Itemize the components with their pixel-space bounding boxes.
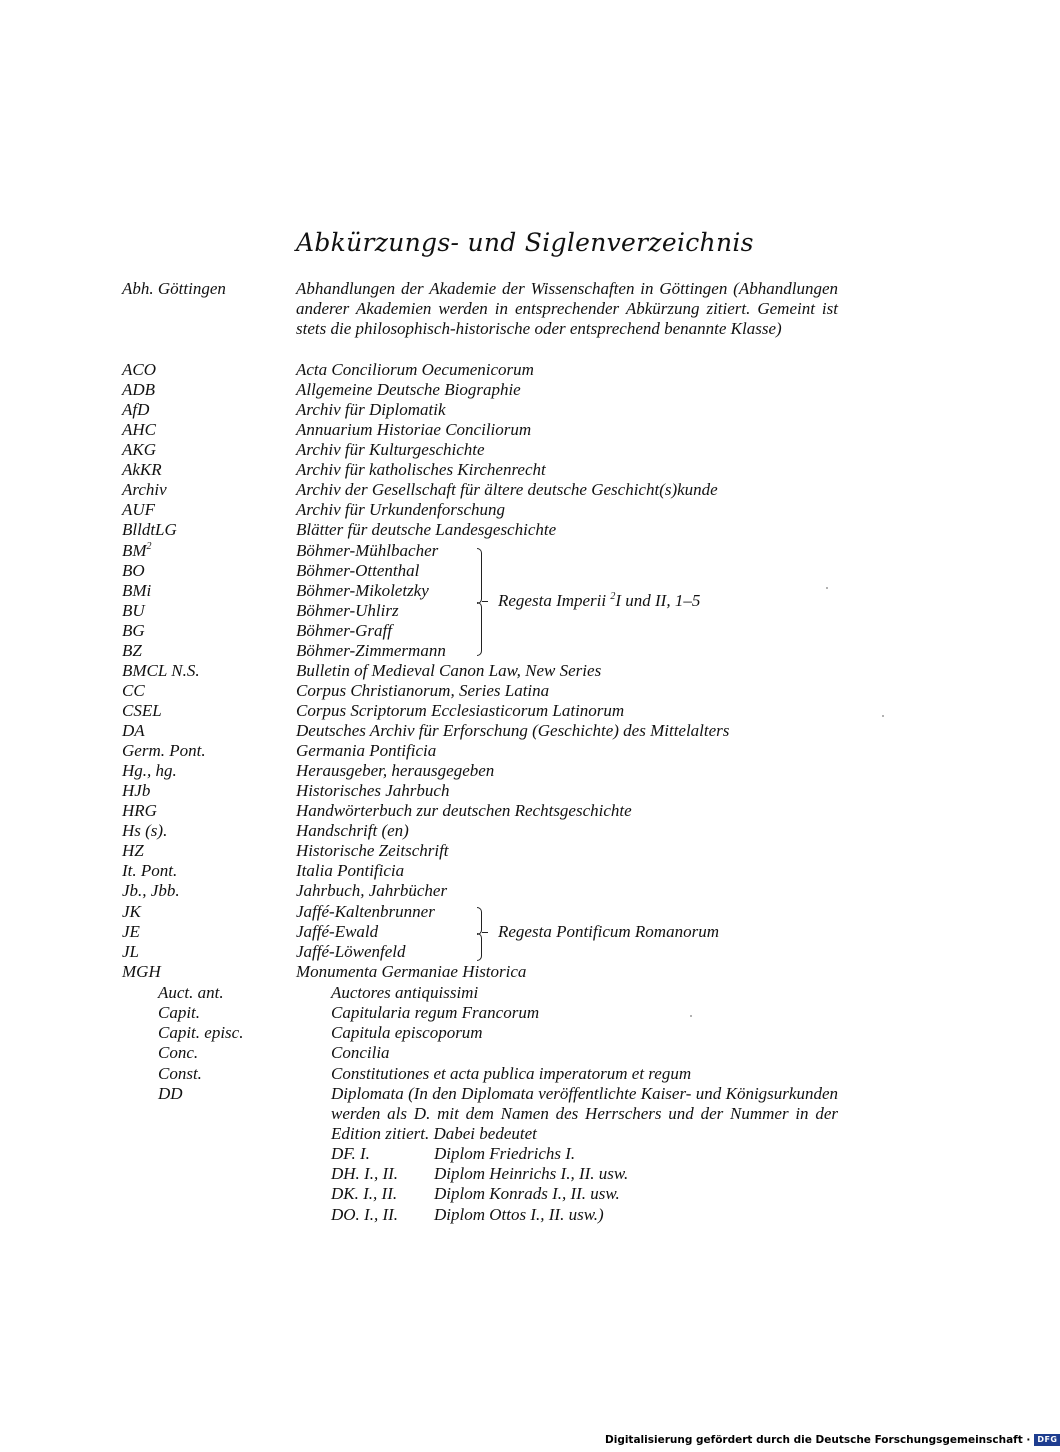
brace-tip xyxy=(482,932,488,933)
entry-abbreviation: It. Pont. xyxy=(122,861,178,880)
entry-abbreviation: DD xyxy=(158,1084,183,1103)
entry-abbreviation: AHC xyxy=(122,420,156,439)
entry-abbreviation: BMi xyxy=(122,581,152,600)
brace-upper xyxy=(477,907,482,935)
footer-text: Digitalisierung gefördert durch die Deutsche Forschungsgemeinschaft · xyxy=(605,1434,1031,1446)
entry-abbreviation: HZ xyxy=(122,841,144,860)
entry-abbreviation: JK xyxy=(122,902,141,921)
superscript: 2 xyxy=(610,591,616,602)
entry-definition: Handschrift (en) xyxy=(296,821,409,840)
entry-definition: Auctores antiquissimi xyxy=(331,983,479,1002)
scan-speck xyxy=(882,715,884,717)
entry-abbreviation: Auct. ant. xyxy=(158,983,224,1002)
brace-label-regesta-pontificum: Regesta Pontificum Romanorum xyxy=(498,922,719,941)
entry-abbreviation: MGH xyxy=(122,962,161,981)
dd-list-abbreviation: DH. I., II. xyxy=(331,1164,399,1183)
entry-definition: Archiv der Gesellschaft für ältere deutsche Geschicht(s)kunde xyxy=(296,480,718,499)
entry-definition: Jahrbuch, Jahrbücher xyxy=(296,881,448,900)
entry-abbreviation: CSEL xyxy=(122,701,162,720)
entry-abbreviation: Capit. xyxy=(158,1003,201,1022)
entry-abbreviation: AfD xyxy=(122,400,150,419)
entry-definition: Capitularia regum Francorum xyxy=(331,1003,540,1022)
entry-definition: Böhmer-Graff xyxy=(296,621,392,640)
entry-definition: Constitutiones et acta publica imperatorum et regum xyxy=(331,1064,692,1083)
entry-abbreviation: Germ. Pont. xyxy=(122,741,206,760)
digitization-footer xyxy=(605,1432,1060,1448)
entry-definition: Deutsches Archiv für Erforschung (Geschichte) des Mittelalters xyxy=(296,721,730,740)
entry-abbreviation: Capit. episc. xyxy=(158,1023,244,1042)
dd-list-abbreviation: DK. I., II. xyxy=(331,1184,398,1203)
entry-abbreviation: JE xyxy=(122,922,140,941)
entry-abbreviation: BMCL N.S. xyxy=(122,661,200,680)
entry-definition: Jaffé-Ewald xyxy=(296,922,379,941)
entry-definition: Annuarium Historiae Conciliorum xyxy=(296,420,532,439)
entry-abbreviation: AKG xyxy=(122,440,156,459)
dd-list-abbreviation: DF. I. xyxy=(331,1144,370,1163)
brace-lower xyxy=(477,933,482,961)
dd-list-definition: Diplom Ottos I., II. usw.) xyxy=(434,1205,604,1224)
entry-definition: Concilia xyxy=(331,1043,390,1062)
entry-definition: Böhmer-Mühlbacher xyxy=(296,541,439,560)
entry-abbreviation: Abh. Göttingen xyxy=(122,279,226,298)
entry-abbreviation: Hs (s). xyxy=(122,821,168,840)
entry-definition: Bulletin of Medieval Canon Law, New Series xyxy=(296,661,602,680)
brace-lower xyxy=(477,602,482,656)
brace-label-text: Regesta Imperii xyxy=(498,591,607,610)
entry-abbreviation: AkKR xyxy=(122,460,162,479)
entry-definition: Handwörterbuch zur deutschen Rechtsgeschichte xyxy=(296,801,632,820)
entry-definition: Monumenta Germaniae Historica xyxy=(296,962,527,981)
entry-definition: Allgemeine Deutsche Biographie xyxy=(296,380,521,399)
entry-definition: Archiv für Urkundenforschung xyxy=(296,500,506,519)
entry-abbreviation: ACO xyxy=(122,360,156,379)
entry-abbreviation xyxy=(122,541,152,561)
entry-definition: Archiv für katholisches Kirchenrecht xyxy=(296,460,546,479)
scan-speck xyxy=(690,1015,692,1017)
entry-definition: Blätter für deutsche Landesgeschichte xyxy=(296,520,557,539)
dfg-logo-icon: DFG xyxy=(1034,1434,1060,1446)
entry-abbreviation: Const. xyxy=(158,1064,202,1083)
entry-definition: Böhmer-Ottenthal xyxy=(296,561,420,580)
dd-list-abbreviation: DO. I., II. xyxy=(331,1205,399,1224)
entry-definition: Böhmer-Uhlirz xyxy=(296,601,399,620)
entry-abbreviation: JL xyxy=(122,942,139,961)
entry-abbreviation: Conc. xyxy=(158,1043,199,1062)
entry-abbreviation: BG xyxy=(122,621,145,640)
entry-abbreviation: DA xyxy=(122,721,145,740)
brace-upper xyxy=(477,548,482,604)
entry-definition: Böhmer-Zimmermann xyxy=(296,641,446,660)
entry-definition: Böhmer-Mikoletzky xyxy=(296,581,429,600)
entry-abbreviation: HRG xyxy=(122,801,157,820)
entry-definition: Diplomata (In den Diplomata veröffentlichte Kaiser- und Königsurkunden werden als D. mit dem Namen des Herrschers und der Nummer in der Edition zitiert. Dabei bedeutet xyxy=(331,1084,838,1143)
entry-abbreviation: CC xyxy=(122,681,145,700)
entry-definition: Historisches Jahrbuch xyxy=(296,781,450,800)
brace-label-regesta-imperii xyxy=(498,591,700,611)
brace-tip xyxy=(482,601,488,602)
entry-definition: Jaffé-Löwenfeld xyxy=(296,942,406,961)
entry-abbreviation: Jb., Jbb. xyxy=(122,881,180,900)
entry-abbreviation: ADB xyxy=(122,380,156,399)
entry-abbreviation: Archiv xyxy=(122,480,167,499)
entry-abbreviation: BZ xyxy=(122,641,142,660)
entry-abbreviation: BO xyxy=(122,561,145,580)
entry-abbreviation: BU xyxy=(122,601,145,620)
entry-definition: Corpus Christianorum, Series Latina xyxy=(296,681,550,700)
entry-abbreviation: AUF xyxy=(122,500,156,519)
scan-speck xyxy=(826,587,828,589)
entry-definition: Germania Pontificia xyxy=(296,741,437,760)
brace-label-text: I und II, 1–5 xyxy=(615,591,701,610)
entry-abbreviation: Hg., hg. xyxy=(122,761,177,780)
entry-definition: Italia Pontificia xyxy=(296,861,405,880)
entry-abbreviation: BlldtLG xyxy=(122,520,177,539)
entry-definition: Abhandlungen der Akademie der Wissenschaften in Göttingen (Abhandlungen anderer Akademien werden in entsprechender Abkürzung zitiert. Gemeint ist stets die philosophisch-historische oder entsprechend benannte Klasse) xyxy=(296,279,838,338)
superscript: 2 xyxy=(146,541,152,552)
entry-definition: Jaffé-Kaltenbrunner xyxy=(296,902,435,921)
dd-list-definition: Diplom Konrads I., II. usw. xyxy=(434,1184,620,1203)
entry-abbreviation: HJb xyxy=(122,781,151,800)
entry-definition: Acta Conciliorum Oecumenicorum xyxy=(296,360,534,379)
dd-list-definition: Diplom Friedrichs I. xyxy=(434,1144,576,1163)
entry-definition: Archiv für Diplomatik xyxy=(296,400,446,419)
entry-definition: Capitula episcoporum xyxy=(331,1023,483,1042)
page-title: Abkürzungs- und Siglenverzeichnis xyxy=(296,228,754,257)
entry-definition: Corpus Scriptorum Ecclesiasticorum Latinorum xyxy=(296,701,625,720)
dd-list-definition: Diplom Heinrichs I., II. usw. xyxy=(434,1164,629,1183)
entry-definition: Historische Zeitschrift xyxy=(296,841,449,860)
abbreviation-text: BM xyxy=(122,541,147,560)
entry-definition: Archiv für Kulturgeschichte xyxy=(296,440,485,459)
entry-definition: Herausgeber, herausgegeben xyxy=(296,761,495,780)
